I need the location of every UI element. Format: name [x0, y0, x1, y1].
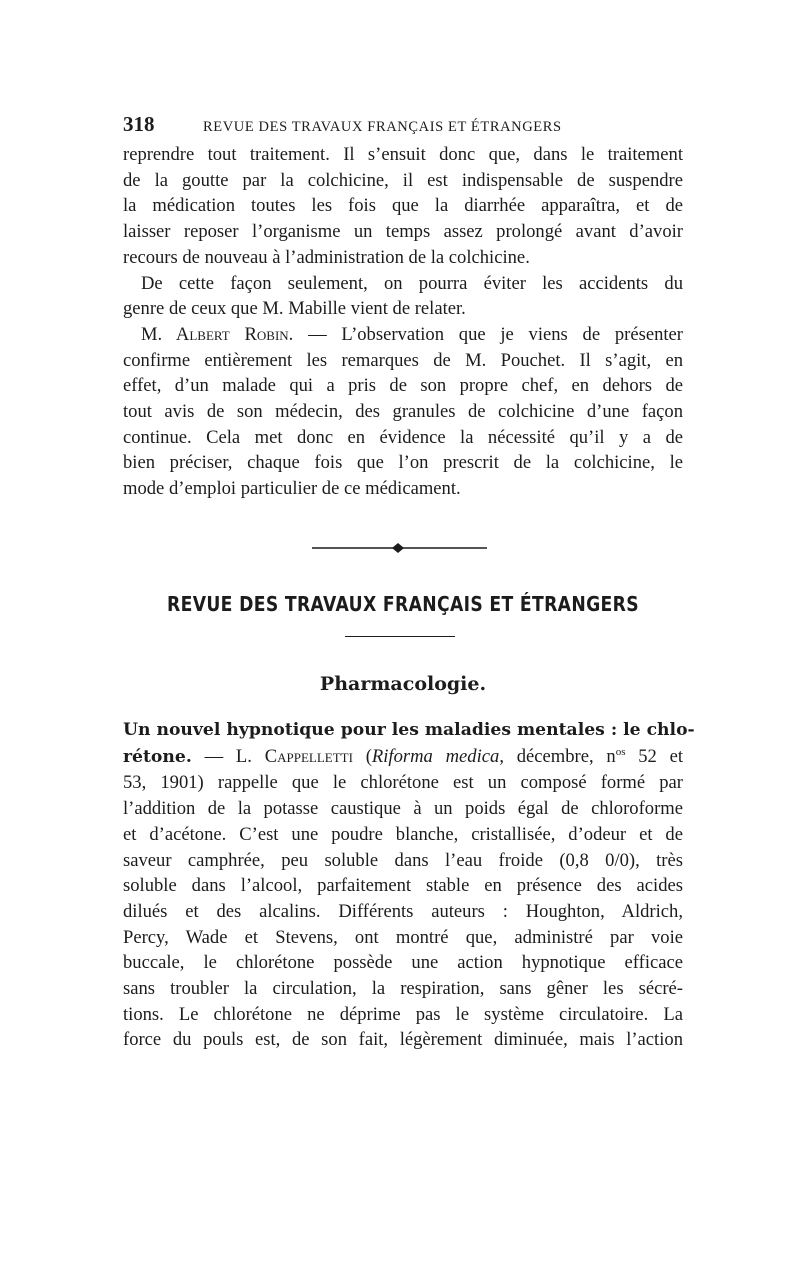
article-title-line — [123, 717, 695, 744]
title-rule — [345, 636, 455, 637]
text-fragment: ( — [352, 745, 372, 767]
text-line: la médication toutes les fois que la diarrhée apparaîtra, et de — [123, 195, 683, 217]
speaker-name: M. Albert Robin. — [141, 323, 294, 345]
text-line: De cette façon seulement, on pourra éviter les accidents du — [141, 272, 683, 294]
paragraph-3 — [123, 322, 683, 502]
running-head — [123, 112, 683, 142]
journal-name: Riforma medica — [371, 745, 500, 767]
text-line: recours de nouveau à l’administration de la colchicine. — [123, 246, 530, 268]
article-title: Un nouvel hypnotique pour les maladies mentales : le chlo- — [123, 720, 695, 740]
page-top — [123, 112, 683, 502]
text-line: l’addition de la potasse caustique à un poids égal de chloroforme — [123, 798, 683, 820]
text-line: bien préciser, chaque fois que l’on prescrit de la colchicine, le — [123, 452, 683, 474]
subsection-title: Pharmacologie. — [319, 673, 487, 695]
paragraph-2 — [123, 271, 683, 322]
text-line: mode d’emploi particulier de ce médicament. — [123, 478, 461, 500]
text-line: force du pouls est, de son fait, légèrement diminuée, mais l’action — [123, 1029, 683, 1051]
text-line: reprendre tout traitement. Il s’ensuit donc que, dans le traitement — [123, 144, 683, 165]
page-number: 318 — [123, 112, 155, 136]
superscript: os — [615, 745, 626, 758]
text-line: soluble dans l’alcool, parfaitement stable en présence des acides — [123, 875, 683, 897]
text-line: de la goutte par la colchicine, il est indispensable de suspendre — [123, 169, 683, 191]
text-line: dilués et des alcalins. Différents auteurs : Houghton, Aldrich, — [123, 900, 683, 922]
article-paragraph — [123, 717, 695, 1053]
article-title-end: rétone. — [123, 746, 192, 767]
ornament-divider — [312, 541, 487, 555]
paragraph-1 — [123, 142, 683, 271]
text-fragment: — L. — [191, 745, 265, 767]
text-fragment: , décembre, n — [499, 745, 616, 767]
text-line: effet, d’un malade qui a pris de son propre chef, en dehors de — [123, 375, 683, 397]
text-fragment: 52 et — [625, 745, 684, 767]
text-line: confirme entièrement les remarques de M. Pouchet. Il s’agit, en — [123, 349, 683, 371]
text-line: genre de ceux que M. Mabille vient de relater. — [123, 298, 466, 320]
text-line: et d’acétone. C’est une poudre blanche, cristallisée, d’odeur et de — [123, 823, 683, 845]
text-line: laisser reposer l’organisme un temps assez prolongé avant d’avoir — [123, 221, 683, 243]
author-name: Cappelletti — [264, 745, 353, 767]
text-line: tout avis de son médecin, des granules de colchicine d’une façon — [123, 401, 683, 423]
text-line — [123, 322, 683, 348]
section-title: REVUE DES TRAVAUX FRANÇAIS ET ÉTRANGERS — [167, 592, 639, 616]
running-title: REVUE DES TRAVAUX FRANÇAIS ET ÉTRANGERS — [203, 119, 562, 135]
text-line: saveur camphrée, peu soluble dans l’eau froide (0,8 0/0), très — [123, 849, 683, 871]
text-line: tions. Le chlorétone ne déprime pas le système circulatoire. La — [123, 1003, 683, 1025]
text-line: Percy, Wade et Stevens, ont montré que, administré par voie — [123, 926, 683, 948]
text-fragment: — L’observation que je viens de présenter — [293, 323, 683, 345]
text-line: buccale, le chlorétone possède une action hypnotique efficace — [123, 952, 683, 974]
text-line: sans troubler la circulation, la respiration, sans gêner les sécré- — [123, 978, 683, 1000]
text-line — [123, 744, 683, 771]
article — [123, 717, 695, 1053]
text-line: continue. Cela met donc en évidence la nécessité qu’il y a de — [123, 426, 683, 448]
text-line: 53, 1901) rappelle que le chlorétone est un composé formé par — [123, 772, 683, 794]
